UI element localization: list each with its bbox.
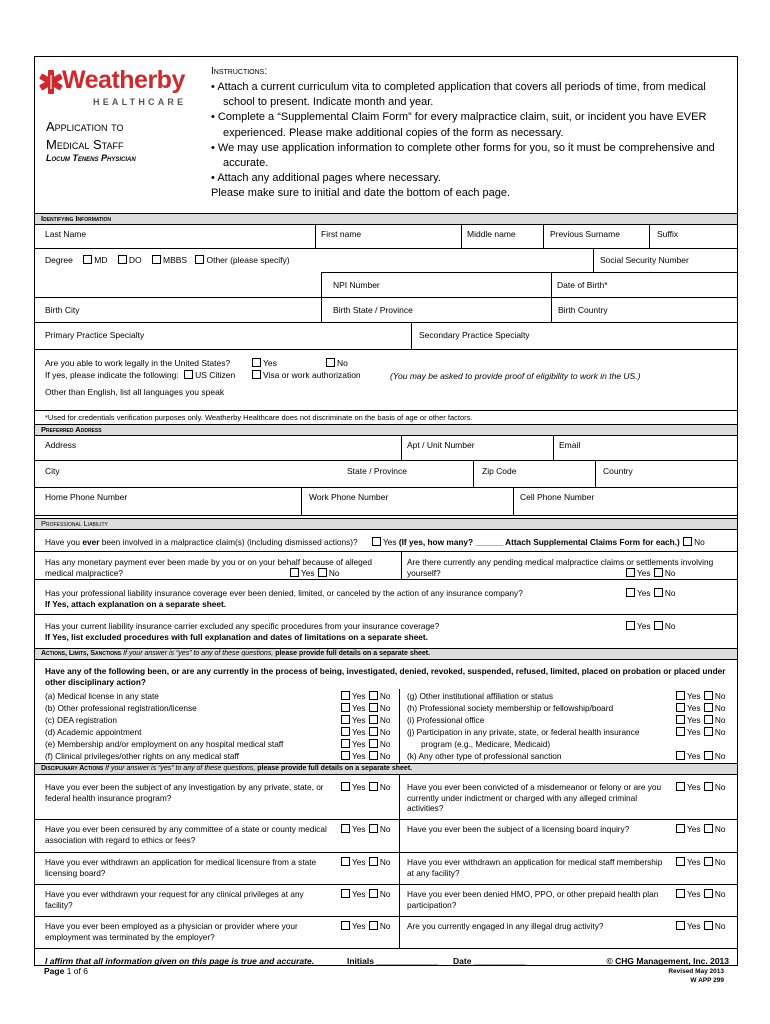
no-checkbox[interactable]: [369, 727, 378, 736]
no-label: No: [714, 727, 726, 737]
liability-q1-answer: [371, 537, 705, 547]
no-checkbox[interactable]: [683, 537, 692, 546]
cell-phone-label: Cell Phone Number: [520, 492, 595, 502]
yes-no-answer: [675, 889, 725, 899]
disciplinary-question: Are you currently engaged in any illegal drug activity?: [407, 921, 604, 931]
dob-footnote: *Used for credentials verification purposes only. Weatherby Healthcare does not discriminate on the basis of age or other factors.: [45, 413, 473, 422]
yes-checkbox[interactable]: [341, 782, 350, 791]
no-label: No: [664, 588, 676, 598]
yes-label: Yes: [352, 782, 366, 792]
if-yes-label: If yes, please indicate the following:: [45, 370, 179, 380]
suffix-label: Suffix: [657, 229, 679, 239]
liability-q5: Has your current liability insurance carrier excluded any specific procedures from your insurance coverage?: [45, 621, 440, 631]
no-checkbox[interactable]: [704, 715, 713, 724]
no-checkbox[interactable]: [704, 782, 713, 791]
liability-q3: Are there currently any pending medical malpractice claims or settlements involving yourself?: [407, 557, 714, 578]
do-label: DO: [128, 255, 142, 265]
no-checkbox[interactable]: [369, 691, 378, 700]
yes-label: Yes: [352, 857, 366, 867]
no-label: No: [694, 537, 705, 547]
us-citizen-checkbox[interactable]: [184, 370, 193, 379]
no-checkbox[interactable]: [704, 824, 713, 833]
no-checkbox[interactable]: [369, 857, 378, 866]
yes-label: Yes: [687, 857, 701, 867]
yes-no-answer: [340, 782, 390, 792]
initials-field[interactable]: Initials _____________: [347, 956, 438, 966]
yes-label: Yes: [687, 715, 701, 725]
ssn-label: Social Security Number: [600, 255, 689, 265]
dob-label: Date of Birth*: [557, 280, 608, 290]
yes-checkbox[interactable]: [341, 703, 350, 712]
degree-label: Degree: [45, 255, 73, 265]
yes-checkbox[interactable]: [290, 568, 299, 577]
no-label: No: [379, 727, 391, 737]
proof-note: (You may be asked to provide proof of eligibility to work in the US.): [390, 371, 641, 381]
no-checkbox[interactable]: [369, 889, 378, 898]
liability-q4-note: If Yes, attach explanation on a separate sheet.: [45, 599, 227, 609]
country-label: Country: [603, 466, 633, 476]
instruction-item: Attach a current curriculum vita to completed application that covers all periods of time, from medical school to present. Indicate month and year.: [217, 81, 706, 109]
if-yes-row: [45, 370, 235, 380]
last-name-label: Last Name: [45, 229, 87, 239]
action-item: (a) Medical license in any state: [45, 691, 159, 701]
languages-label: Other than English, list all languages you speak: [45, 387, 225, 397]
action-item: (j) Participation in any private, state, or federal health insurance: [407, 727, 640, 737]
no-label: No: [714, 824, 726, 834]
disciplinary-question: Have you ever been employed as a physician or provider where your employment was terminated by the employer?: [45, 921, 298, 942]
liability-q4-answer: [625, 588, 675, 598]
yes-checkbox[interactable]: [626, 621, 635, 630]
instructions-heading: Instructions:: [211, 66, 268, 77]
yes-checkbox[interactable]: [341, 857, 350, 866]
disciplinary-question: Have you ever been censured by any committee of a state or county medical association with regard to ethics or fees?: [45, 824, 327, 845]
actions-title: Actions, Limits, Sanctions: [41, 650, 122, 657]
liability-heading: Professional Liability: [35, 518, 737, 530]
no-label: No: [337, 358, 348, 368]
disciplinary-title: Disciplinary Actions: [41, 765, 104, 772]
work-legal-yes-checkbox[interactable]: [252, 358, 261, 367]
no-label: No: [714, 691, 726, 701]
degree-row: [45, 255, 290, 265]
yes-no-answer: [340, 857, 390, 867]
yes-checkbox[interactable]: [676, 782, 685, 791]
disciplinary-question: Have you ever been convicted of a misdemeanor or felony or are you currently under indictment or charged with any alleged criminal activities?: [407, 782, 662, 813]
apt-label: Apt / Unit Number: [407, 440, 475, 450]
logo-sub: HEALTHCARE: [93, 97, 187, 107]
visa-label: Visa or work authorization: [263, 370, 361, 380]
form-number: W APP 299: [690, 977, 724, 984]
no-checkbox[interactable]: [704, 751, 713, 760]
action-item: (i) Professional office: [407, 715, 485, 725]
page-label: Page: [44, 966, 65, 976]
yes-checkbox[interactable]: [626, 588, 635, 597]
no-checkbox[interactable]: [369, 921, 378, 930]
no-label: No: [714, 751, 726, 761]
mbbs-checkbox[interactable]: [152, 255, 161, 264]
yes-checkbox[interactable]: [676, 691, 685, 700]
email-label: Email: [559, 440, 581, 450]
page-num: 1 of 6: [66, 966, 88, 976]
yes-no-answer: [340, 703, 390, 713]
no-label: No: [714, 921, 726, 931]
yes-checkbox[interactable]: [341, 921, 350, 930]
yes-label: Yes: [687, 703, 701, 713]
title-line1: Application to: [46, 119, 124, 134]
work-legal-no-checkbox[interactable]: [326, 358, 335, 367]
logo-name: Weatherby: [62, 66, 185, 94]
yes-checkbox[interactable]: [676, 857, 685, 866]
yes-no-answer: [675, 824, 725, 834]
yes-no-answer: [340, 824, 390, 834]
visa-option: [251, 370, 361, 380]
no-label: No: [379, 691, 391, 701]
yes-label: Yes: [352, 739, 366, 749]
no-label: No: [379, 824, 391, 834]
no-label: No: [379, 921, 391, 931]
do-checkbox[interactable]: [118, 255, 127, 264]
yes-label: Yes: [263, 358, 277, 368]
revised-date: Revised May 2013: [668, 968, 724, 975]
liability-q5-note: If Yes, list excluded procedures with full explanation and dates of limitations on a separate sheet.: [45, 632, 428, 642]
actions-note: If your answer is “yes” to any of these questions,: [121, 650, 274, 657]
birth-country-label: Birth Country: [558, 305, 608, 315]
no-label: No: [379, 739, 391, 749]
yes-label: Yes: [352, 824, 366, 834]
no-label: No: [328, 568, 340, 578]
copyright: © CHG Management, Inc. 2013: [606, 956, 729, 966]
actions-intro: Have any of the following been, or are any currently in the process of being, investigated, denied, revoked, suspended, refused, limited, placed on probation or placed under other disciplinary action?: [45, 666, 726, 687]
yes-checkbox[interactable]: [676, 727, 685, 736]
yes-label: Yes: [687, 921, 701, 931]
no-checkbox[interactable]: [369, 715, 378, 724]
no-checkbox[interactable]: [704, 691, 713, 700]
action-item: (g) Other institutional affiliation or status: [407, 691, 554, 701]
no-checkbox[interactable]: [369, 739, 378, 748]
yes-no-answer: [340, 727, 390, 737]
yes-label: Yes: [352, 703, 366, 713]
page-number: [44, 966, 88, 976]
q1-text: been involved in a malpractice claim(s) (including dismissed actions)?: [99, 537, 358, 547]
yes-checkbox[interactable]: [341, 751, 350, 760]
no-label: No: [664, 621, 676, 631]
work-legal-no: [325, 358, 348, 368]
yes-checkbox[interactable]: [341, 824, 350, 833]
yes-checkbox[interactable]: [341, 889, 350, 898]
yes-label: Yes: [687, 691, 701, 701]
action-item: (h) Professional society membership or fellowship/board: [407, 703, 614, 713]
bullet-icon: •: [211, 141, 218, 154]
no-label: No: [714, 857, 726, 867]
yes-no-answer: [675, 782, 725, 792]
yes-label: Yes: [687, 824, 701, 834]
middle-name-label: Middle name: [467, 229, 516, 239]
no-checkbox[interactable]: [704, 857, 713, 866]
form-frame: [34, 56, 738, 966]
yes-label: Yes: [301, 568, 315, 578]
yes-checkbox[interactable]: [341, 691, 350, 700]
no-checkbox[interactable]: [369, 782, 378, 791]
no-checkbox[interactable]: [704, 921, 713, 930]
bullet-icon: •: [211, 111, 218, 124]
no-label: No: [714, 782, 726, 792]
primary-specialty-label: Primary Practice Specialty: [45, 330, 145, 340]
date-field[interactable]: Date ___________: [453, 956, 526, 966]
liability-q2-answer: [289, 568, 339, 578]
identifying-heading: Identifying Information: [35, 213, 737, 225]
birth-state-label: Birth State / Province: [333, 305, 413, 315]
yes-no-answer: [340, 889, 390, 899]
disciplinary-question: Have you ever withdrawn your request for any clinical privileges at any facility?: [45, 889, 304, 910]
yes-no-answer: [340, 921, 390, 931]
yes-no-answer: [675, 921, 725, 931]
yes-checkbox[interactable]: [676, 824, 685, 833]
disciplinary-question: Have you ever withdrawn an application for medical staff membership at any facility?: [407, 857, 663, 878]
zip-label: Zip Code: [482, 466, 517, 476]
no-checkbox[interactable]: [704, 703, 713, 712]
q1-ever: ever: [82, 537, 100, 547]
first-name-label: First name: [321, 229, 362, 239]
yes-no-answer: [675, 751, 725, 761]
other-degree-checkbox[interactable]: [195, 255, 204, 264]
us-citizen-label: US Citizen: [195, 370, 236, 380]
yes-no-answer: [675, 727, 725, 737]
secondary-specialty-label: Secondary Practice Specialty: [419, 330, 530, 340]
no-checkbox[interactable]: [369, 703, 378, 712]
yes-checkbox[interactable]: [676, 703, 685, 712]
no-label: No: [379, 751, 391, 761]
yes-label: Yes: [383, 537, 397, 547]
yes-no-answer: [675, 691, 725, 701]
title-line2: Medical Staff: [46, 137, 124, 152]
other-degree-label: Other (please specify): [206, 255, 290, 265]
no-label: No: [379, 889, 391, 899]
liability-q3-answer: [625, 568, 675, 578]
yes-checkbox[interactable]: [676, 921, 685, 930]
yes-label: Yes: [687, 727, 701, 737]
yes-label: Yes: [637, 621, 651, 631]
yes-label: Yes: [637, 588, 651, 598]
address-heading: Preferred Address: [35, 424, 737, 436]
disciplinary-heading: [35, 763, 737, 775]
no-label: No: [379, 782, 391, 792]
action-item: (d) Academic appointment: [45, 727, 142, 737]
mbbs-label: MBBS: [163, 255, 188, 265]
no-label: No: [664, 568, 676, 578]
action-item: (c) DEA registration: [45, 715, 117, 725]
disciplinary-question: Have you ever been denied HMO, PPO, or other prepaid health plan participation?: [407, 889, 659, 910]
yes-label: Yes: [352, 921, 366, 931]
disciplinary-note-bold: please provide full details on a separate sheet.: [255, 765, 413, 772]
instructions-footer: Please make sure to initial and date the bottom of each page.: [211, 187, 511, 200]
instruction-item: We may use application information to complete other forms for you, so it must be comprehensive and accurate.: [217, 141, 715, 170]
yes-checkbox[interactable]: [341, 739, 350, 748]
liability-q4: Has your professional liability insurance coverage ever been denied, limited, or canceled by the action of any insurance company?: [45, 588, 523, 598]
actions-note-bold: please provide full details on a separate sheet.: [273, 650, 431, 657]
no-label: No: [714, 703, 726, 713]
yes-label: Yes: [352, 889, 366, 899]
no-checkbox[interactable]: [318, 568, 327, 577]
no-checkbox[interactable]: [369, 824, 378, 833]
yes-label: Yes: [352, 715, 366, 725]
actions-heading: [35, 648, 737, 660]
yes-label: Yes: [687, 751, 701, 761]
visa-checkbox[interactable]: [252, 370, 261, 379]
q1-text: Have you: [45, 537, 83, 547]
yes-label: Yes: [352, 751, 366, 761]
bullet-icon: •: [211, 172, 218, 185]
action-item: (b) Other professional registration/license: [45, 703, 197, 713]
action-item: program (e.g., Medicare, Medicaid): [421, 739, 551, 749]
yes-no-answer: [340, 715, 390, 725]
yes-checkbox[interactable]: [372, 537, 381, 546]
yes-no-answer: [675, 715, 725, 725]
npi-label: NPI Number: [333, 280, 380, 290]
home-phone-label: Home Phone Number: [45, 492, 128, 502]
title-line3: Locum Tenens Physician: [46, 153, 136, 163]
yes-checkbox[interactable]: [341, 715, 350, 724]
instruction-item: Attach any additional pages where necessary.: [217, 172, 441, 185]
yes-checkbox[interactable]: [676, 889, 685, 898]
disciplinary-note: If your answer is “yes” to any of these questions,: [103, 765, 256, 772]
action-item: (k) Any other type of professional sanction: [407, 751, 562, 761]
yes-no-answer: [340, 751, 390, 761]
no-label: No: [379, 857, 391, 867]
liability-q5-answer: [625, 621, 675, 631]
yes-label: Yes: [637, 568, 651, 578]
yes-label: Yes: [352, 727, 366, 737]
address-label: Address: [45, 440, 77, 450]
no-label: No: [379, 715, 391, 725]
work-legal-yes: [251, 358, 277, 368]
action-item: (e) Membership and/or employment on any hospital medical staff: [45, 739, 284, 749]
yes-checkbox[interactable]: [626, 568, 635, 577]
disciplinary-question: Have you ever withdrawn an application for medical licensure from a state licensing board?: [45, 857, 317, 878]
yes-no-answer: [340, 691, 390, 701]
work-phone-label: Work Phone Number: [309, 492, 389, 502]
yes-label: Yes: [352, 691, 366, 701]
no-label: No: [714, 715, 726, 725]
yes-no-answer: [340, 739, 390, 749]
liability-q2: Has any monetary payment ever been made by you or on your behalf because of alleged medical malpractice?: [45, 557, 373, 578]
no-checkbox[interactable]: [704, 727, 713, 736]
instruction-item: Complete a “Supplemental Claim Form” for every malpractice claim, suit, or incident you have EVER experienced. Please make additional copies of the form as necessary.: [217, 111, 707, 139]
yes-checkbox[interactable]: [676, 715, 685, 724]
yes-checkbox[interactable]: [341, 727, 350, 736]
disciplinary-question: Have you ever been the subject of any investigation by any private, state, or federal health insurance program?: [45, 782, 324, 803]
city-label: City: [45, 466, 60, 476]
state-label: State / Province: [347, 466, 408, 476]
no-checkbox[interactable]: [369, 751, 378, 760]
action-item: (f) Clinical privileges/other rights on any medical staff: [45, 751, 239, 761]
yes-no-answer: [675, 703, 725, 713]
disciplinary-question: Have you ever been the subject of a licensing board inquiry?: [407, 824, 630, 834]
no-checkbox[interactable]: [704, 889, 713, 898]
birth-city-label: Birth City: [45, 305, 80, 315]
yes-label: Yes: [687, 782, 701, 792]
work-legal-question: Are you able to work legally in the United States?: [45, 358, 231, 368]
liability-q1: [45, 537, 358, 548]
no-checkbox[interactable]: [654, 588, 663, 597]
no-checkbox[interactable]: [654, 568, 663, 577]
no-label: No: [379, 703, 391, 713]
yes-no-answer: [675, 857, 725, 867]
previous-surname-label: Previous Surname: [550, 229, 620, 239]
affirm-text: I affirm that all information given on this page is true and accurate.: [45, 956, 315, 966]
md-checkbox[interactable]: [83, 255, 92, 264]
no-checkbox[interactable]: [654, 621, 663, 630]
md-label: MD: [94, 255, 108, 265]
yes-label: Yes: [687, 889, 701, 899]
q1-howmany: (If yes, how many? ______ Attach Supplemental Claims Form for each.): [398, 537, 680, 547]
bullet-icon: •: [211, 81, 218, 93]
yes-checkbox[interactable]: [676, 751, 685, 760]
no-label: No: [714, 889, 726, 899]
